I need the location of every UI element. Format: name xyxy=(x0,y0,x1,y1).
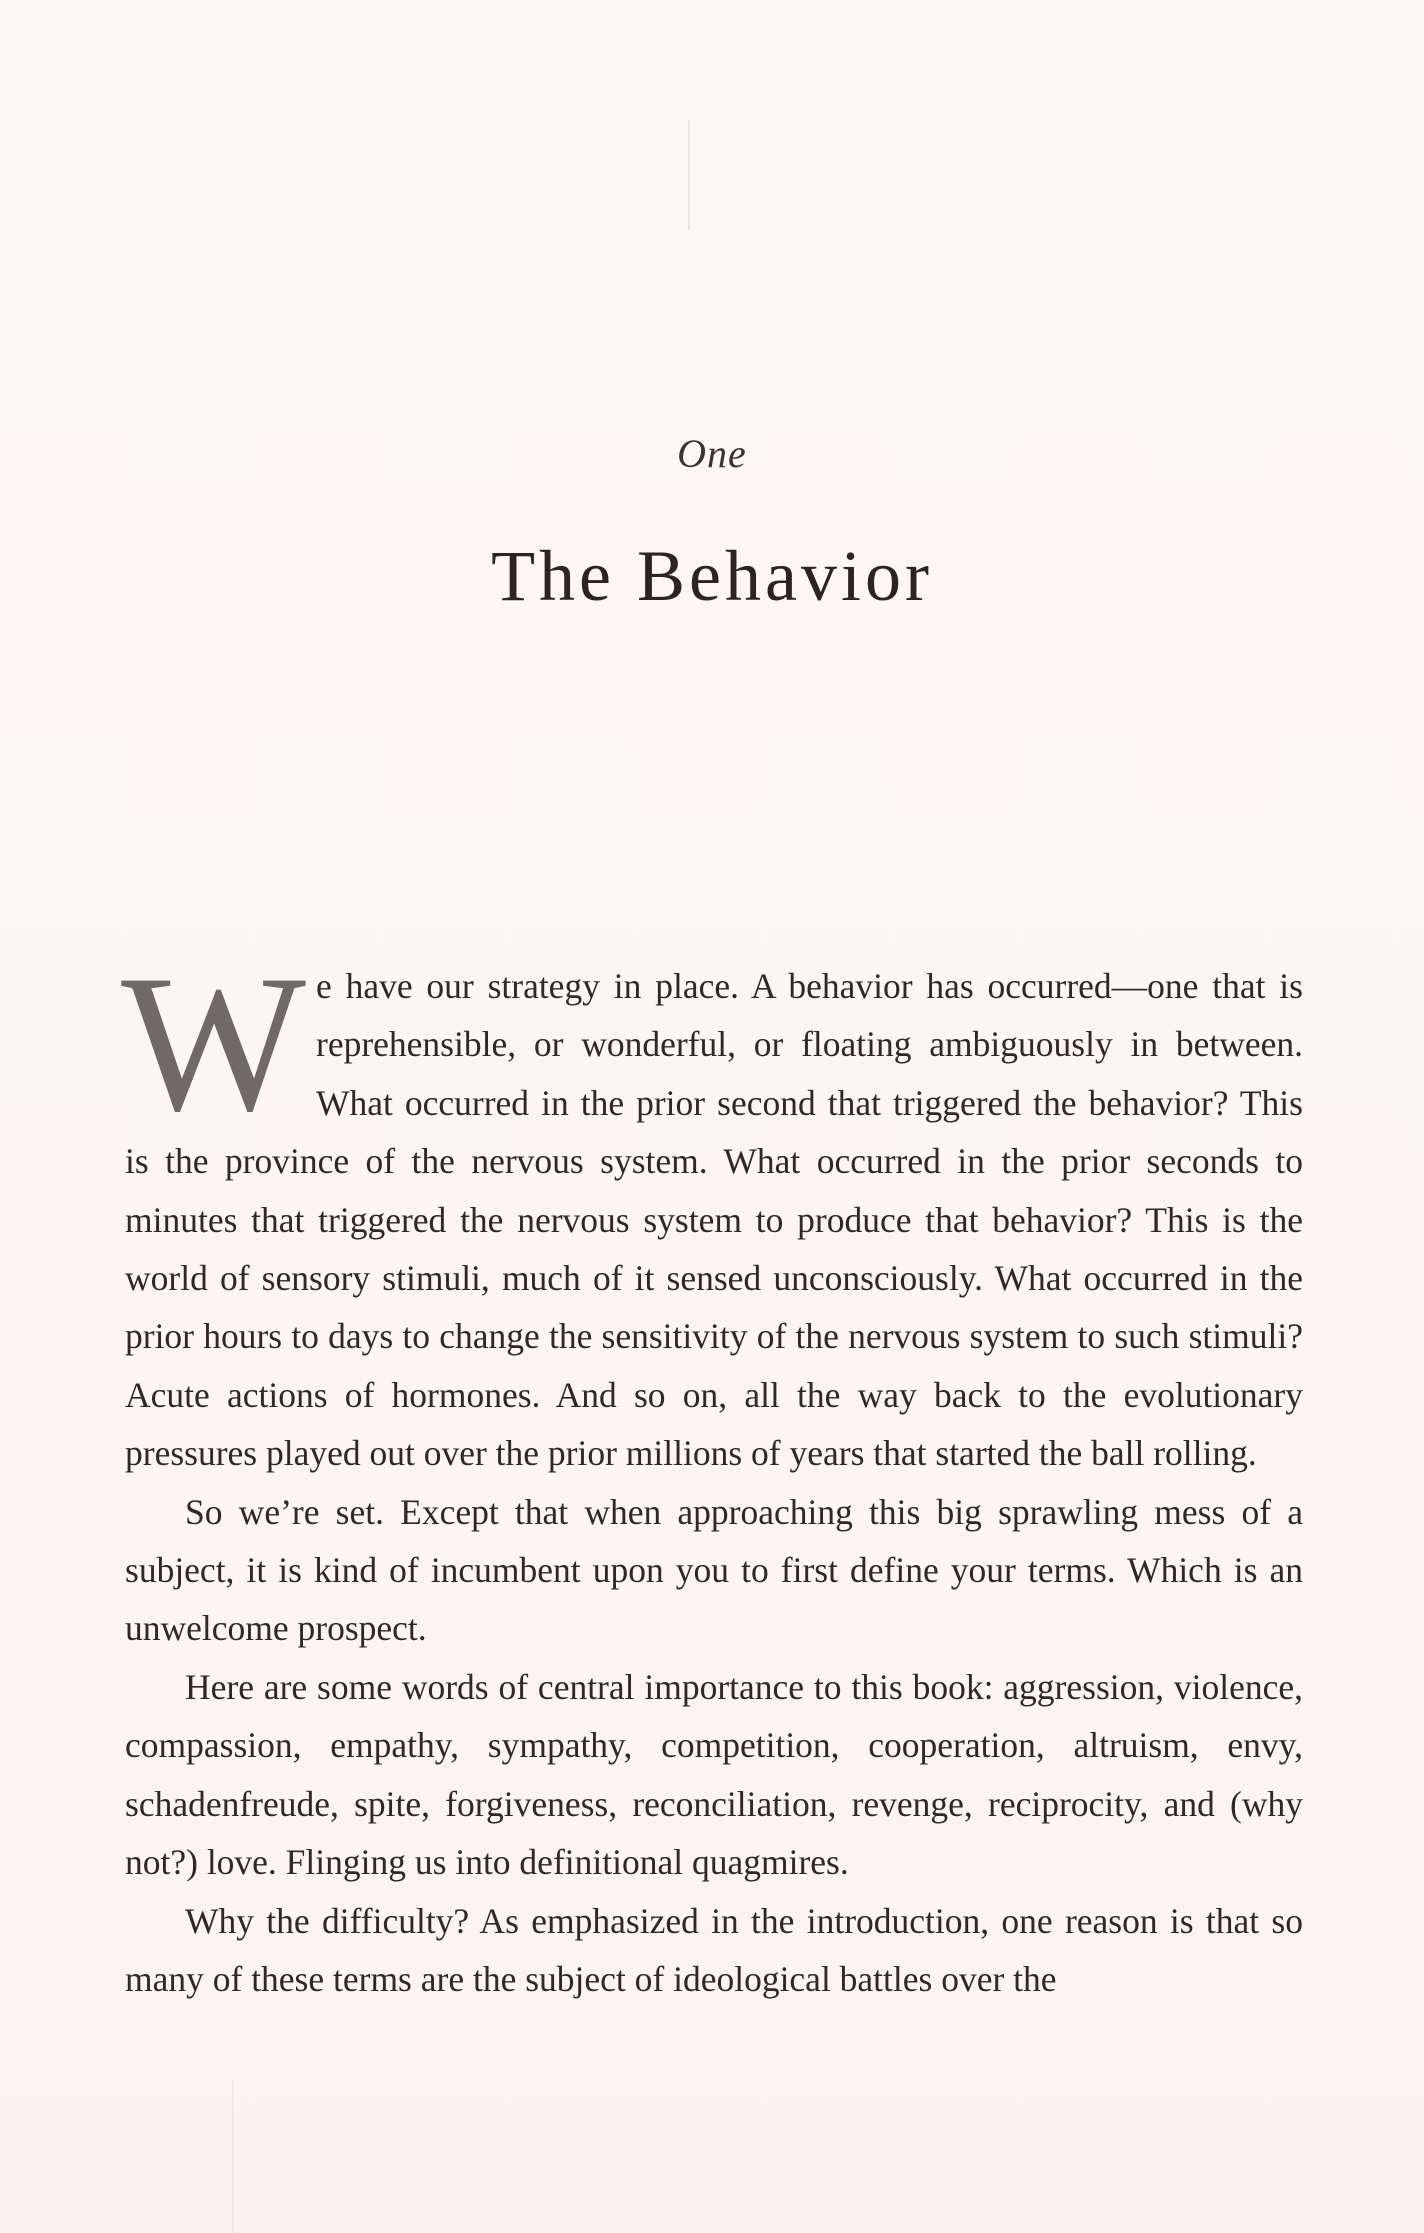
paragraph: So we’re set. Except that when approaching this big sprawling mess of a subject, it is kind of incumbent upon you to first define your terms. Which is an unwelcome prospect. xyxy=(125,1491,1303,1649)
scan-artifact-line xyxy=(232,2080,234,2233)
paragraph xyxy=(121,935,1303,1483)
scan-artifact-line xyxy=(688,120,690,230)
paragraph: Here are some words of central importance to this book: aggression, violence, compassion, empathy, sympathy, competition, cooperation, altruism, envy, schadenfreude, spite, forgiveness, reconciliation, revenge, reciprocity, and (why not?) love. Flinging us into definitional quagmires. xyxy=(125,1666,1303,1883)
chapter-body xyxy=(121,935,1303,2008)
paragraph: Why the difficulty? As emphasized in the introduction, one reason is that so many of these terms are the subject of ideological battles over the xyxy=(125,1900,1303,1999)
drop-cap: W xyxy=(121,935,306,1152)
chapter-title: The Behavior xyxy=(491,536,933,616)
chapter-number: One xyxy=(677,431,747,476)
paragraph-text: e have our strategy in place. A behavior has occurred—one that is reprehensible, or wonderful, or floating ambiguously in between. What occurred in the prior second that triggered the behavior? This is the province of the nervous system. What occurred in the prior seconds to minutes that triggered the nervous system to produce that behavior? This is the world of sensory stimuli, much of it sensed unconsciously. What occurred in the prior hours to days to change the sensitivity of the nervous system to such stimuli? Acute actions of hormones. And so on, all the way back to the evolutionary pressures played out over the prior millions of years that started the ball rolling. xyxy=(125,966,1303,1474)
